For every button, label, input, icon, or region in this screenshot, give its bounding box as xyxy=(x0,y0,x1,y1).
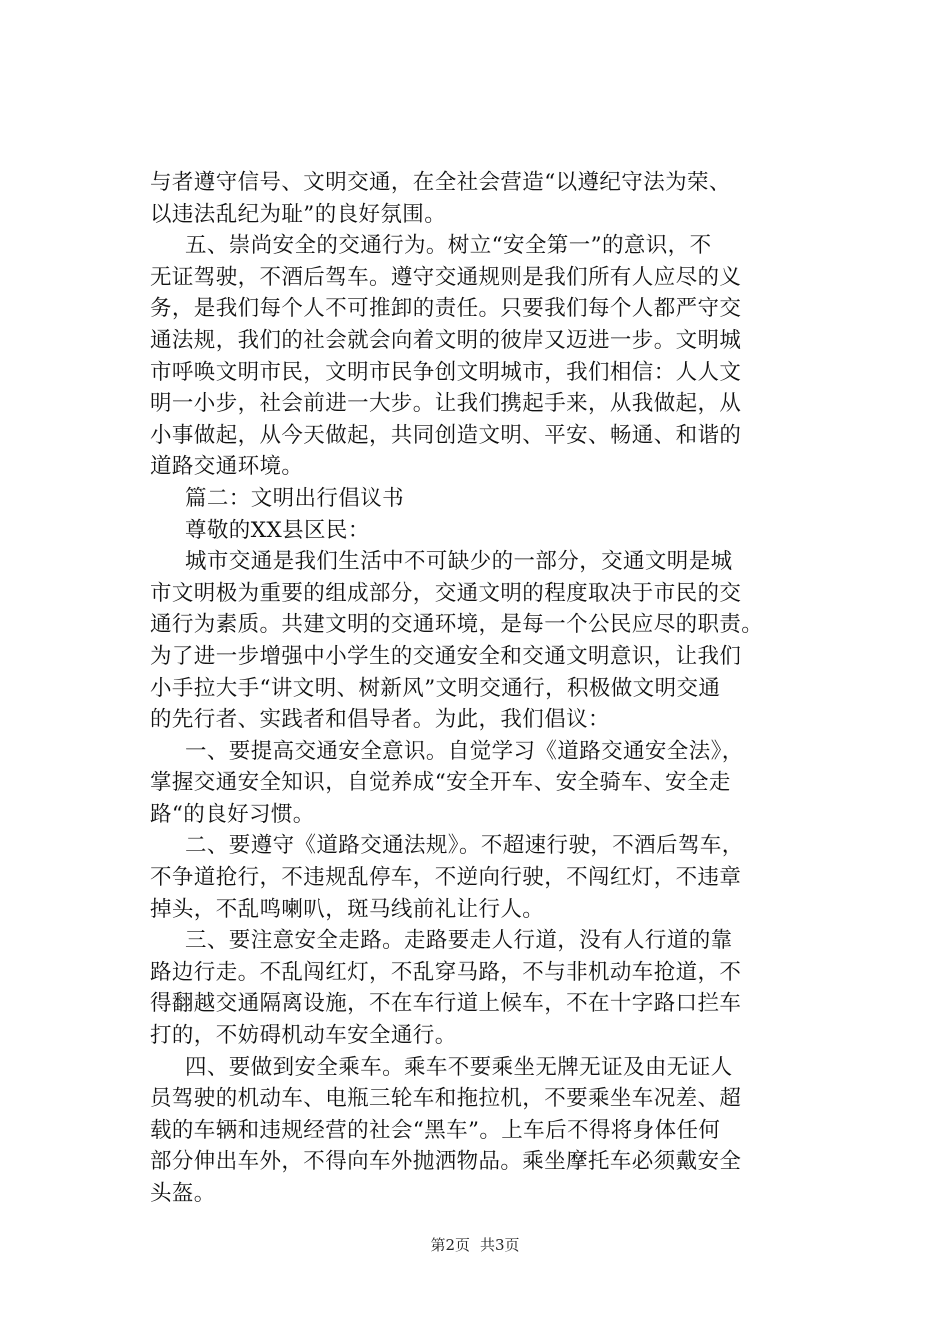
text-line: 一、要提高交通安全意识。自觉学习《道路交通安全法》， xyxy=(185,738,744,764)
text-line: 无证驾驶，不酒后驾车。遵守交通规则是我们所有人应尽的义 xyxy=(150,264,742,290)
text-line: 篇二：文明出行倡议书 xyxy=(185,485,405,511)
text-line: 头盔。 xyxy=(150,1181,216,1206)
text-line: 三、要注意安全走路。走路要走人行道，没有人行道的靠 xyxy=(185,928,733,954)
text-line: 为了进一步增强中小学生的交通安全和交通文明意识，让我们 xyxy=(150,643,742,669)
text-line: 打的，不妨碍机动车安全通行。 xyxy=(150,1023,457,1049)
text-line: 小手拉大手“讲文明、树新风”文明交通行，积极做文明交通 xyxy=(150,675,721,701)
text-line: 路边行走。不乱闯红灯，不乱穿马路，不与非机动车抢道，不 xyxy=(150,959,742,985)
text-line: 城市交通是我们生活中不可缺少的一部分，交通文明是城 xyxy=(185,549,733,575)
text-line: 尊敬的XX县区民： xyxy=(185,517,370,543)
text-line: 通行为素质。共建文明的交通环境，是每一个公民应尽的职责。 xyxy=(150,612,764,638)
text-line: 掌握交通安全知识，自觉养成“安全开车、安全骑车、安全走 xyxy=(150,770,731,796)
text-line: 市文明极为重要的组成部分，交通文明的程度取决于市民的交 xyxy=(150,580,742,606)
page-footer xyxy=(0,1235,950,1255)
text-line: 道路交通环境。 xyxy=(150,454,304,480)
page-total: 共3页 xyxy=(480,1236,520,1254)
text-line: 市呼唤文明市民，文明市民争创文明城市，我们相信：人人文 xyxy=(150,359,742,385)
text-line: 得翻越交通隔离设施，不在车行道上候车，不在十字路口拦车 xyxy=(150,991,742,1017)
text-line: 通法规，我们的社会就会向着文明的彼岸又迈进一步。文明城 xyxy=(150,327,742,353)
text-line: 不争道抢行，不违规乱停车，不逆向行驶，不闯红灯，不违章 xyxy=(150,865,742,891)
text-line: 二、要遵守《道路交通法规》。不超速行驶，不酒后驾车， xyxy=(185,833,744,859)
text-line: 掉头，不乱鸣喇叭，斑马线前礼让行人。 xyxy=(150,896,545,922)
document-body xyxy=(150,167,830,1210)
text-line: 载的车辆和违规经营的社会“黑车”。上车后不得将身体任何 xyxy=(150,1117,721,1143)
text-line: 以违法乱纪为耻”的良好氛围。 xyxy=(150,201,447,227)
text-line: 路“的良好习惯。 xyxy=(150,801,315,827)
text-line: 部分伸出车外，不得向车外抛洒物品。乘坐摩托车必须戴安全 xyxy=(150,1149,742,1175)
text-line: 与者遵守信号、文明交通，在全社会营造“以遵纪守法为荣、 xyxy=(150,170,731,195)
text-line: 四、要做到安全乘车。乘车不要乘坐无牌无证及由无证人 xyxy=(185,1054,733,1080)
text-line: 务，是我们每个人不可推卸的责任。只要我们每个人都严守交 xyxy=(150,296,742,322)
page-number: 第2页 xyxy=(430,1236,470,1254)
text-line: 小事做起，从今天做起，共同创造文明、平安、畅通、和谐的 xyxy=(150,422,742,448)
text-line: 的先行者、实践者和倡导者。为此，我们倡议： xyxy=(150,707,610,733)
text-line: 员驾驶的机动车、电瓶三轮车和拖拉机，不要乘坐车况差、超 xyxy=(150,1086,742,1112)
text-line: 明一小步，社会前进一大步。让我们携起手来，从我做起，从 xyxy=(150,391,742,417)
text-line: 五、崇尚安全的交通行为。树立“安全第一”的意识，不 xyxy=(185,233,712,259)
